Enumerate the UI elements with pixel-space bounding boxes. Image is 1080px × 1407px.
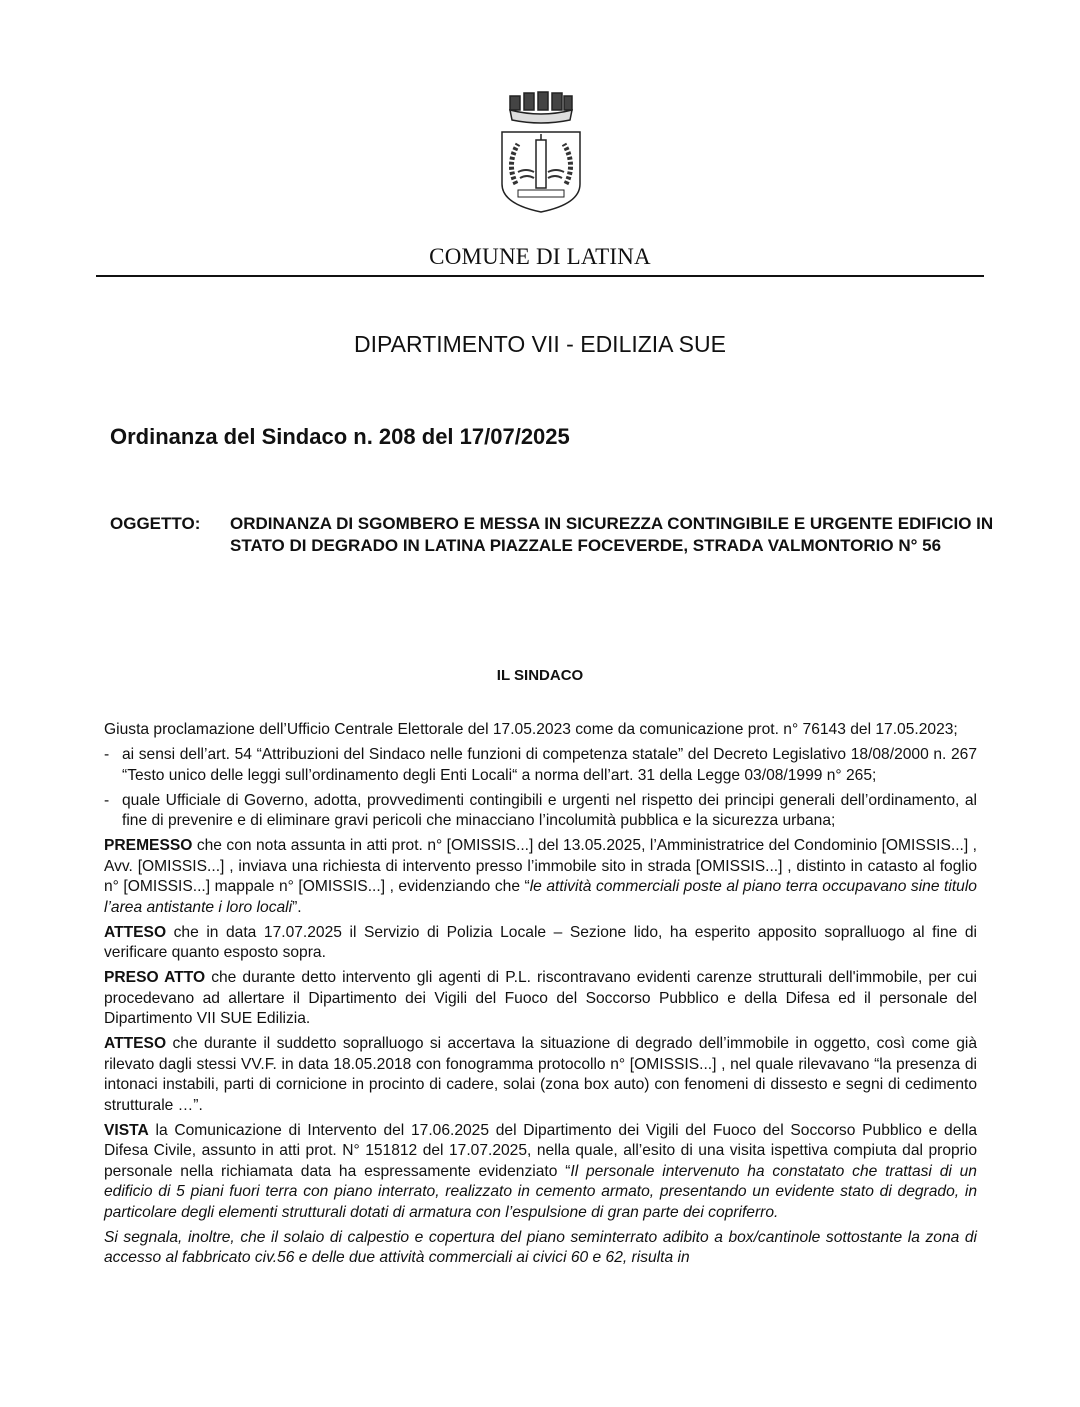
bullet-dash: -: [104, 791, 110, 809]
premesso-paragraph: [104, 836, 977, 918]
header-divider: [96, 275, 984, 277]
coat-of-arms-icon: [496, 84, 586, 214]
list-item-text: quale Ufficiale di Governo, adotta, provvedimenti contingibili e urgenti nel rispetto dei principi generali dell’ordinamento, al fine di prevenire e di eliminare gravi pericoli che minacciano l’incolumità pubblica e la sicurezza urbana;: [122, 791, 977, 829]
preso-atto-paragraph: [104, 968, 977, 1030]
preso-atto-text: che durante detto intervento gli agenti di P.L. riscontravano evidenti carenze strutturali dell'immobile, per cui procedevano ad allertare il Dipartimento dei Vigili del Fuoco del Soccorso Pubblico e della Difesa ed il personale del Dipartimento VII SUE Edilizia.: [104, 969, 977, 1027]
premesso-quote: le attività commerciali poste al piano terra occupavano sine titulo l’area antistante i loro locali: [104, 878, 977, 916]
ordinance-title: Ordinanza del Sindaco n. 208 del 17/07/2025: [110, 424, 570, 449]
atteso-text: che durante il suddetto sopralluogo si accertava la situazione di degrado dell’immobile in oggetto, così come già rilevato dagli stessi VV.F. in data 18.05.2018 con fonogramma protocollo n° [OMISSIS...] , nel quale rilevavano “la presenza di intonaci instabili, parti di cornicione in procinto di cadere, solai (zona box auto) con fenomeni di dissesto e segni di cedimento strutturale …”.: [104, 1035, 977, 1114]
municipality-name: COMUNE DI LATINA: [429, 244, 651, 269]
vista-keyword: VISTA: [104, 1121, 149, 1139]
list-item: [104, 791, 977, 832]
segnala-paragraph: Si segnala, inoltre, che il solaio di calpestio e copertura del piano seminterrato adibito a box/cantinole sottostante la zona di accesso al fabbricato civ.56 e delle due attività commerciali ai civici 60 e 62, risulta in: [104, 1228, 977, 1266]
subject-block: [110, 513, 1030, 557]
premesso-keyword: PREMESSO: [104, 837, 193, 854]
subject-text: ORDINANZA DI SGOMBERO E MESSA IN SICUREZZA CONTINGIBILE E URGENTE EDIFICIO IN STATO DI DEGRADO IN LATINA PIAZZALE FOCEVERDE, STRADA VALMONTORIO N° 56: [230, 514, 994, 555]
subject-label: OGGETTO:: [110, 514, 201, 533]
atteso-text: che in data 17.07.2025 il Servizio di Polizia Locale – Sezione lido, ha esperito apposito sopralluogo al fine di verificare quanto esposto sopra.: [104, 923, 977, 961]
atteso-paragraph-2: [104, 1034, 977, 1116]
vista-text: la Comunicazione di Intervento del 17.06.2025 del Dipartimento dei Vigili del Fuoco del Soccorso Pubblico e della Difesa Civile, assunto in atti prot. N° 151812 del 17.07.2025, nella quale, all’esito di una visita ispettiva compiuta dal proprio personale nella richiamata data ha espressamente evidenziato “: [104, 1121, 977, 1180]
document-body: [104, 720, 977, 1273]
vista-quote: Il personale intervenuto ha constatato che trattasi di un edificio di 5 piani fuori terra con piano interrato, realizzato in cemento armato, presentando un evidente stato di degrado, in particolare degli elementi strutturali dotati di armatura con l’espulsione di gran parte dei copriferro.: [104, 1162, 977, 1221]
atteso-keyword: ATTESO: [104, 1035, 167, 1052]
atteso-paragraph-1: [104, 923, 977, 964]
atteso-keyword: ATTESO: [104, 923, 167, 941]
list-item-text: ai sensi dell’art. 54 “Attribuzioni del Sindaco nelle funzioni di competenza statale” del Decreto Legislativo 18/08/2000 n. 267 “Testo unico delle leggi sull’ordinamento degli Enti Locali“ a norma dell’art. 31 della Legge 03/08/1999 n° 265;: [122, 746, 977, 784]
department-name: DIPARTIMENTO VII - EDILIZIA SUE: [354, 331, 726, 357]
list-item: [104, 745, 977, 786]
bullet-dash: -: [104, 746, 110, 763]
premesso-end: ”.: [292, 898, 302, 916]
vista-paragraph: [104, 1121, 977, 1224]
preso-atto-keyword: PRESO ATTO: [104, 969, 206, 986]
mayor-heading: IL SINDACO: [496, 667, 584, 684]
premesso-text: che con nota assunta in atti prot. n° [OMISSIS...] del 13.05.2025, l’Amministratrice del Condominio [OMISSIS...] , Avv. [OMISSIS...] , inviava una richiesta di intervento presso l’immobile sito in strada [OMISSIS...] , distinto in catasto al foglio n° [OMISSIS...] mappale n° [OMISSIS...] , evidenziando che “: [104, 837, 977, 895]
intro-paragraph: Giusta proclamazione dell’Ufficio Centrale Elettorale del 17.05.2023 come da comunicazione prot. n° 76143 del 17.05.2023;: [104, 721, 958, 738]
